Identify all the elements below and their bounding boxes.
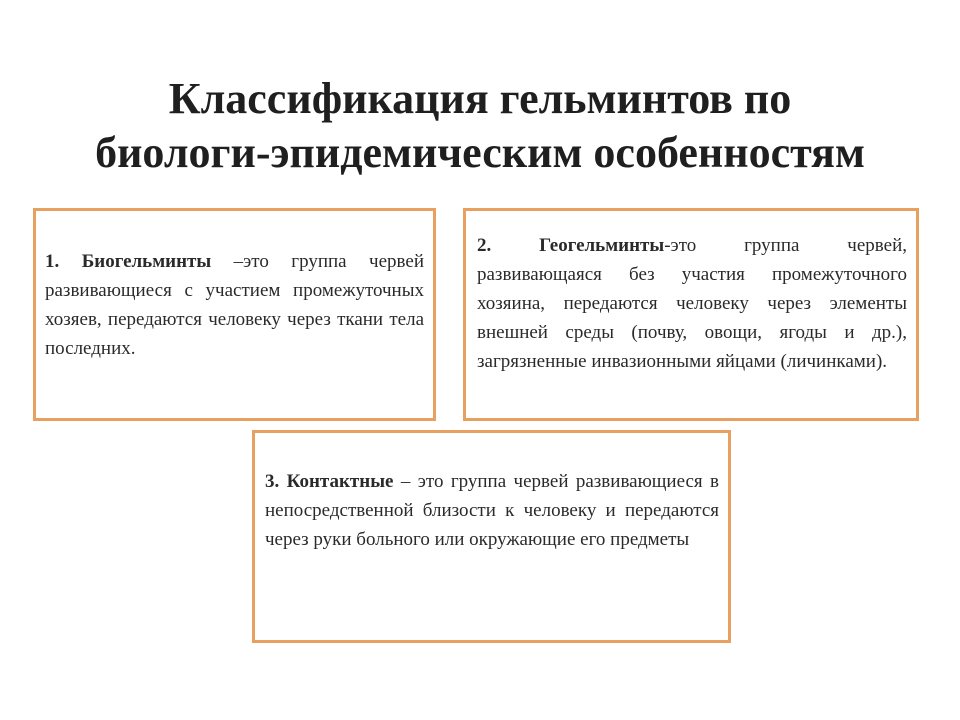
card-description: -это группа червей, развивающаяся без участия промежуточного хозяина, передаются человеку через элементы внешней среды (почву, овощи, ягоды и др.), загрязненные инвазионными яйцами (личинками). (477, 235, 908, 372)
title-line-2: биологи-эпидемическим особенностям (95, 128, 865, 177)
card-number: 1. (45, 251, 60, 272)
card-text (45, 247, 424, 363)
card-description: –это группа червей развивающиеся с участием промежуточных хозяев, передаются человеку через ткани тела последних. (45, 251, 424, 359)
card-text (477, 231, 907, 376)
card-term: Контактные (286, 471, 394, 492)
card-geohelminths (463, 208, 919, 421)
card-term: Геогельминты (539, 235, 665, 256)
card-number: 2. (477, 235, 492, 256)
card-term: Биогельминты (81, 251, 212, 272)
card-contact (252, 430, 731, 643)
title-line-1: Классификация гельминтов по (168, 74, 792, 123)
card-number: 3. (265, 471, 280, 492)
page-title (40, 72, 920, 180)
card-text (265, 467, 719, 554)
card-description: – это группа червей развивающиеся в непосредственной близости к человеку и передаются через руки больного или окружающие его предметы (265, 471, 720, 550)
card-biohelminths (33, 208, 436, 421)
